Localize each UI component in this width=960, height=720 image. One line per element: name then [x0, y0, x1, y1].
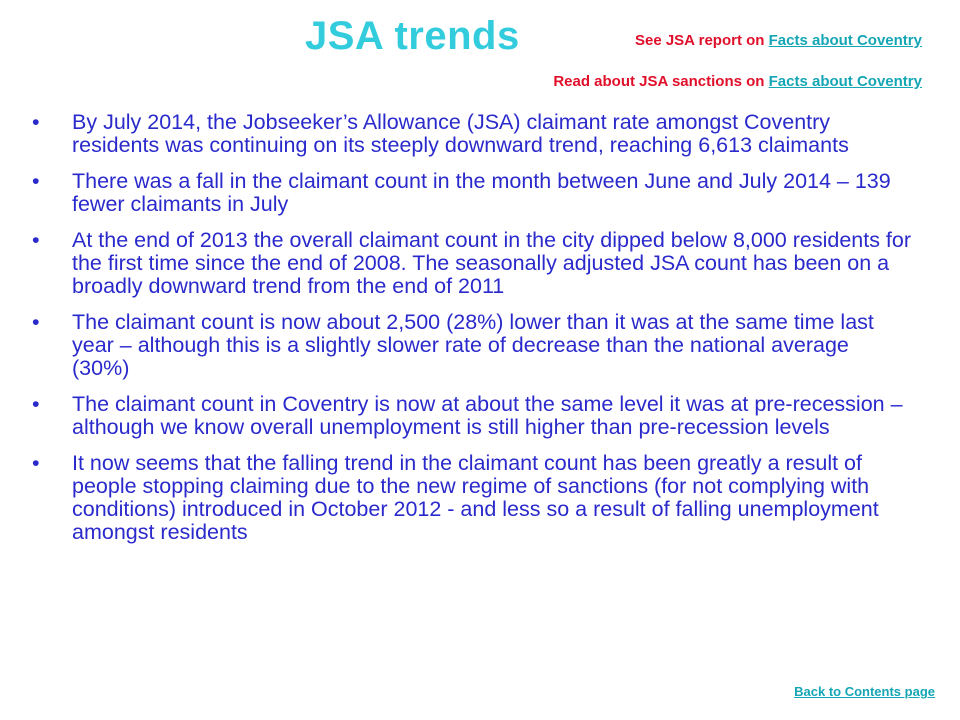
bullet-item: [32, 311, 912, 380]
jsa-sanctions-reference: [553, 73, 922, 90]
bullet-text: There was a fall in the claimant count in the month between June and July 2014 – 139 fewer claimants in July: [72, 169, 891, 216]
bullet-item: [32, 452, 912, 544]
jsa-sanctions-prefix: Read about JSA sanctions on: [553, 73, 769, 90]
bullet-item: [32, 393, 912, 439]
bullet-list: [32, 111, 912, 557]
bullet-text: It now seems that the falling trend in the claimant count has been greatly a result of people stopping claiming due to the new regime of sanctions (for not complying with conditions) introduced in October 2012 - and less so a result of falling unemployment amongst residents: [72, 451, 879, 544]
bullet-item: [32, 111, 912, 157]
bullet-item: [32, 229, 912, 298]
bullet-text: The claimant count is now about 2,500 (28%) lower than it was at the same time last year – although this is a slightly slower rate of decrease than the national average (30%): [72, 310, 874, 380]
bullet-dot-icon: •: [32, 392, 40, 416]
facts-about-coventry-link-report[interactable]: Facts about Coventry: [768, 32, 922, 49]
bullet-text: At the end of 2013 the overall claimant count in the city dipped below 8,000 residents for the first time since the end of 2008. The seasonally adjusted JSA count has been on a broadly downward trend from the end of 2011: [72, 228, 912, 298]
bullet-text: The claimant count in Coventry is now at about the same level it was at pre-recession – although we know overall unemployment is still higher than pre-recession levels: [72, 392, 903, 439]
bullet-item: [32, 170, 912, 216]
back-to-contents-link[interactable]: Back to Contents page: [794, 684, 935, 699]
jsa-report-prefix: See JSA report on: [634, 32, 769, 49]
bullet-dot-icon: •: [32, 451, 40, 475]
jsa-report-reference: [635, 32, 922, 49]
slide-title: JSA trends: [305, 14, 520, 58]
bullet-dot-icon: •: [32, 110, 40, 134]
bullet-dot-icon: •: [32, 169, 40, 193]
bullet-text: By July 2014, the Jobseeker’s Allowance (JSA) claimant rate amongst Coventry residents was continuing on its steeply downward trend, reaching 6,613 claimants: [72, 110, 849, 157]
bullet-dot-icon: •: [32, 228, 40, 252]
bullet-dot-icon: •: [32, 310, 40, 334]
facts-about-coventry-link-sanctions[interactable]: Facts about Coventry: [768, 73, 922, 90]
